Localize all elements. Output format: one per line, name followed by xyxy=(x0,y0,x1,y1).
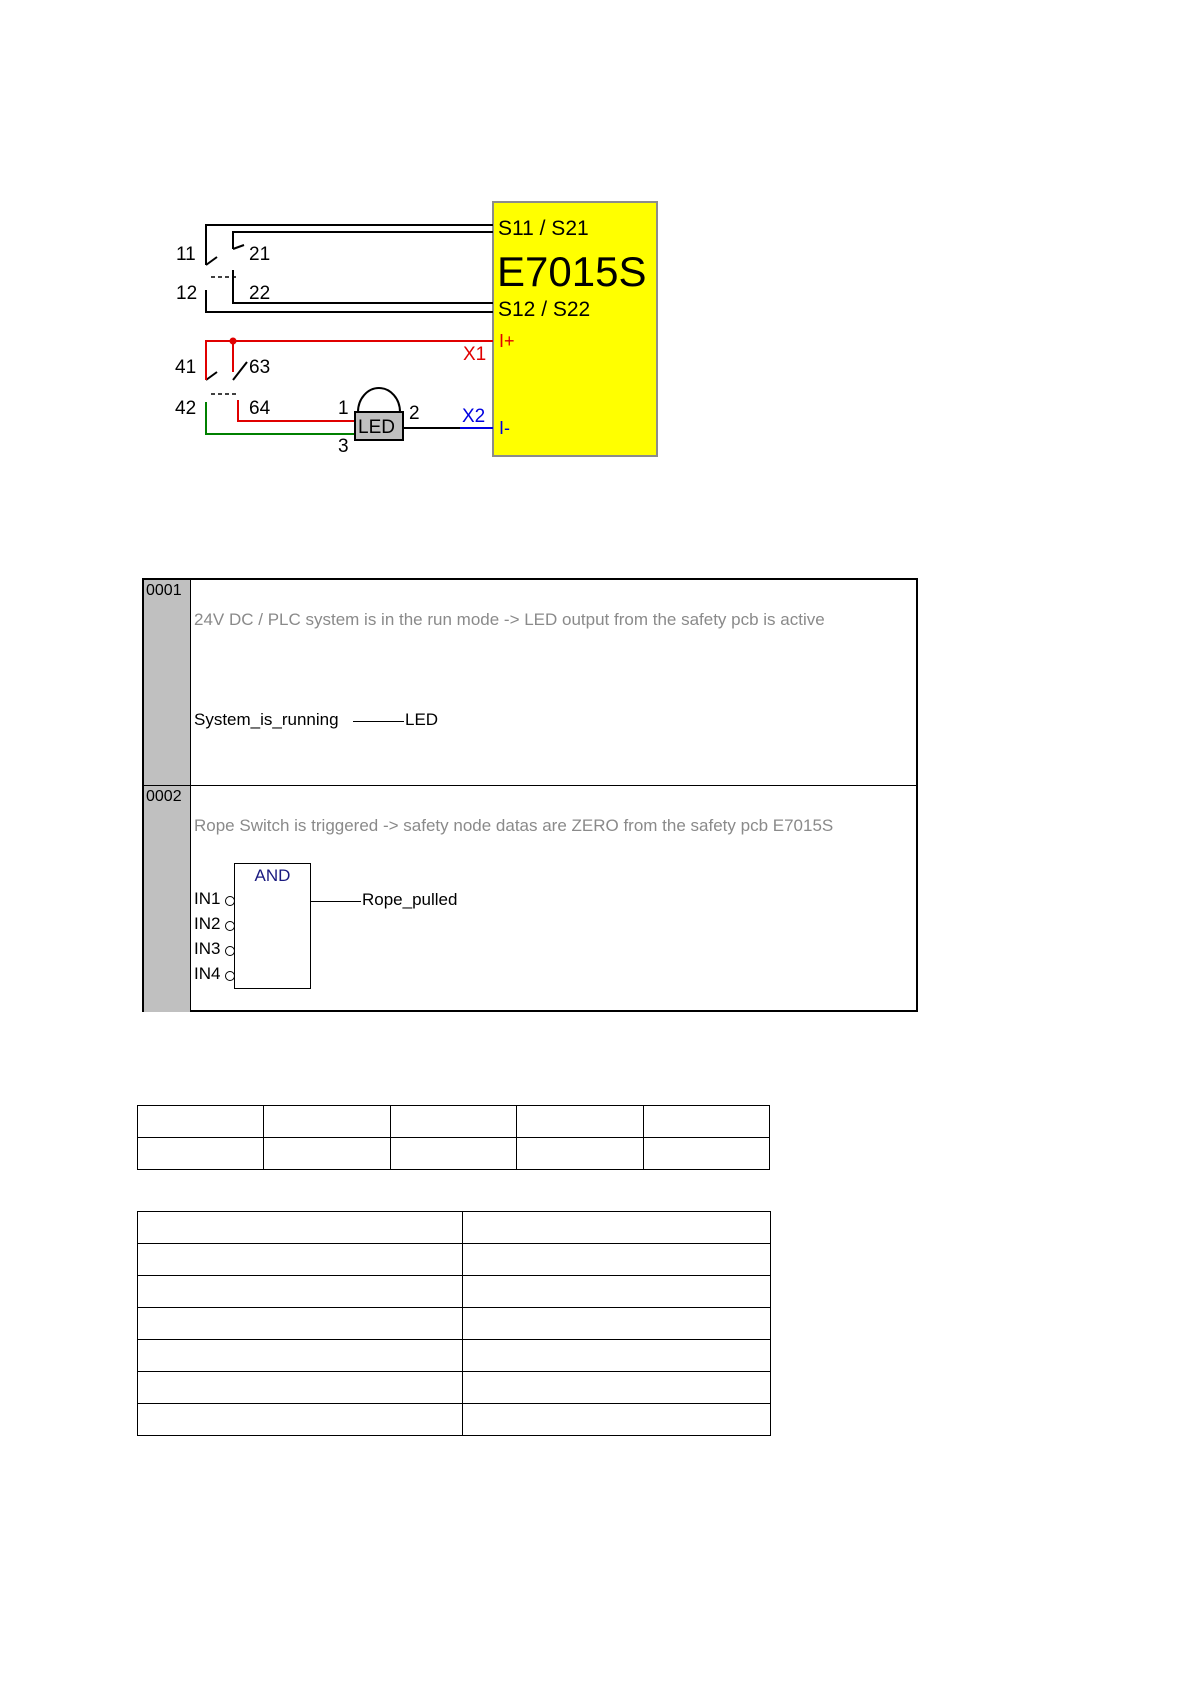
rung-number: 0001 xyxy=(146,582,182,599)
block-input-in4[interactable]: IN4 xyxy=(194,964,221,983)
negation-circle xyxy=(225,896,235,906)
contact-11: 11 xyxy=(176,244,196,265)
table-cell xyxy=(390,1106,516,1138)
table-cell xyxy=(138,1106,264,1138)
table-cell xyxy=(463,1308,771,1340)
rung-comment: 24V DC / PLC system is in the run mode -> LED output from the safety pcb is active xyxy=(194,610,825,629)
rung-comment: Rope Switch is triggered -> safety node datas are ZERO from the safety pcb E7015S xyxy=(194,816,834,835)
terminal-s12-s22: S12 / S22 xyxy=(498,298,591,321)
and-function-block[interactable] xyxy=(234,863,311,989)
junction-dot xyxy=(230,338,237,345)
contact-64: 64 xyxy=(249,398,271,419)
rung-0001[interactable] xyxy=(144,580,916,786)
wiring-diagram xyxy=(0,0,1191,500)
connection-line xyxy=(353,721,404,722)
table-row xyxy=(138,1276,771,1308)
block-output-variable[interactable]: Rope_pulled xyxy=(362,890,458,909)
table-cell xyxy=(138,1244,463,1276)
contact-63: 63 xyxy=(249,357,271,378)
ladder-program xyxy=(142,578,918,1012)
contact-41: 41 xyxy=(175,357,197,378)
table-cell xyxy=(138,1212,463,1244)
table-cell xyxy=(138,1308,463,1340)
green-wire xyxy=(206,402,355,434)
led-label: LED xyxy=(358,417,395,438)
table-cell xyxy=(463,1212,771,1244)
table-cell xyxy=(463,1404,771,1436)
block-input-in1[interactable]: IN1 xyxy=(194,889,221,908)
contact-21: 21 xyxy=(249,244,271,265)
table-cell xyxy=(138,1404,463,1436)
table-cell xyxy=(643,1138,769,1170)
contact-12: 12 xyxy=(176,283,198,304)
table-row xyxy=(138,1138,770,1170)
negation-circle xyxy=(225,946,235,956)
empty-table-2-columns xyxy=(137,1211,771,1436)
terminal-i-plus: I+ xyxy=(499,331,515,351)
negation-circle xyxy=(225,971,235,981)
terminal-s11-s21: S11 / S21 xyxy=(498,217,589,240)
table-cell xyxy=(463,1372,771,1404)
led-dome xyxy=(358,388,400,412)
table-cell xyxy=(138,1276,463,1308)
output-connection-line xyxy=(311,901,361,902)
contact-22: 22 xyxy=(249,283,271,304)
table-row xyxy=(138,1308,771,1340)
label-x1: X1 xyxy=(463,344,487,365)
led-pin-1: 1 xyxy=(338,398,349,419)
table-cell xyxy=(643,1106,769,1138)
table-cell xyxy=(264,1138,390,1170)
table-cell xyxy=(138,1340,463,1372)
block-type-label: AND xyxy=(254,866,291,885)
table-cell xyxy=(517,1106,643,1138)
table-row xyxy=(138,1212,771,1244)
block-input-in3[interactable]: IN3 xyxy=(194,939,221,958)
table-cell xyxy=(138,1372,463,1404)
label-x2: X2 xyxy=(462,406,486,427)
table-row xyxy=(138,1244,771,1276)
table-row xyxy=(138,1340,771,1372)
rung-number: 0002 xyxy=(146,788,182,805)
table-row xyxy=(138,1372,771,1404)
table-cell xyxy=(517,1138,643,1170)
empty-table-5-columns xyxy=(137,1105,770,1170)
table-cell xyxy=(463,1244,771,1276)
led-pin-2: 2 xyxy=(409,403,420,424)
table-cell xyxy=(264,1106,390,1138)
rung-0002[interactable] xyxy=(144,786,916,1012)
rung-number-column xyxy=(144,580,191,785)
rung-output-variable[interactable]: LED xyxy=(405,710,439,729)
rung-number-column xyxy=(144,786,191,1012)
table-row xyxy=(138,1106,770,1138)
table-cell xyxy=(463,1340,771,1372)
contact-42: 42 xyxy=(175,398,197,419)
module-name: E7015S xyxy=(497,248,647,295)
rung-input-variable[interactable]: System_is_running xyxy=(194,710,339,729)
negation-circle xyxy=(225,921,235,931)
table-row xyxy=(138,1404,771,1436)
table-cell xyxy=(138,1138,264,1170)
table-cell xyxy=(390,1138,516,1170)
e7015s-module xyxy=(493,202,657,456)
led-pin-3: 3 xyxy=(338,436,349,457)
block-input-in2[interactable]: IN2 xyxy=(194,914,221,933)
table-cell xyxy=(463,1276,771,1308)
terminal-i-minus: I- xyxy=(499,418,510,438)
